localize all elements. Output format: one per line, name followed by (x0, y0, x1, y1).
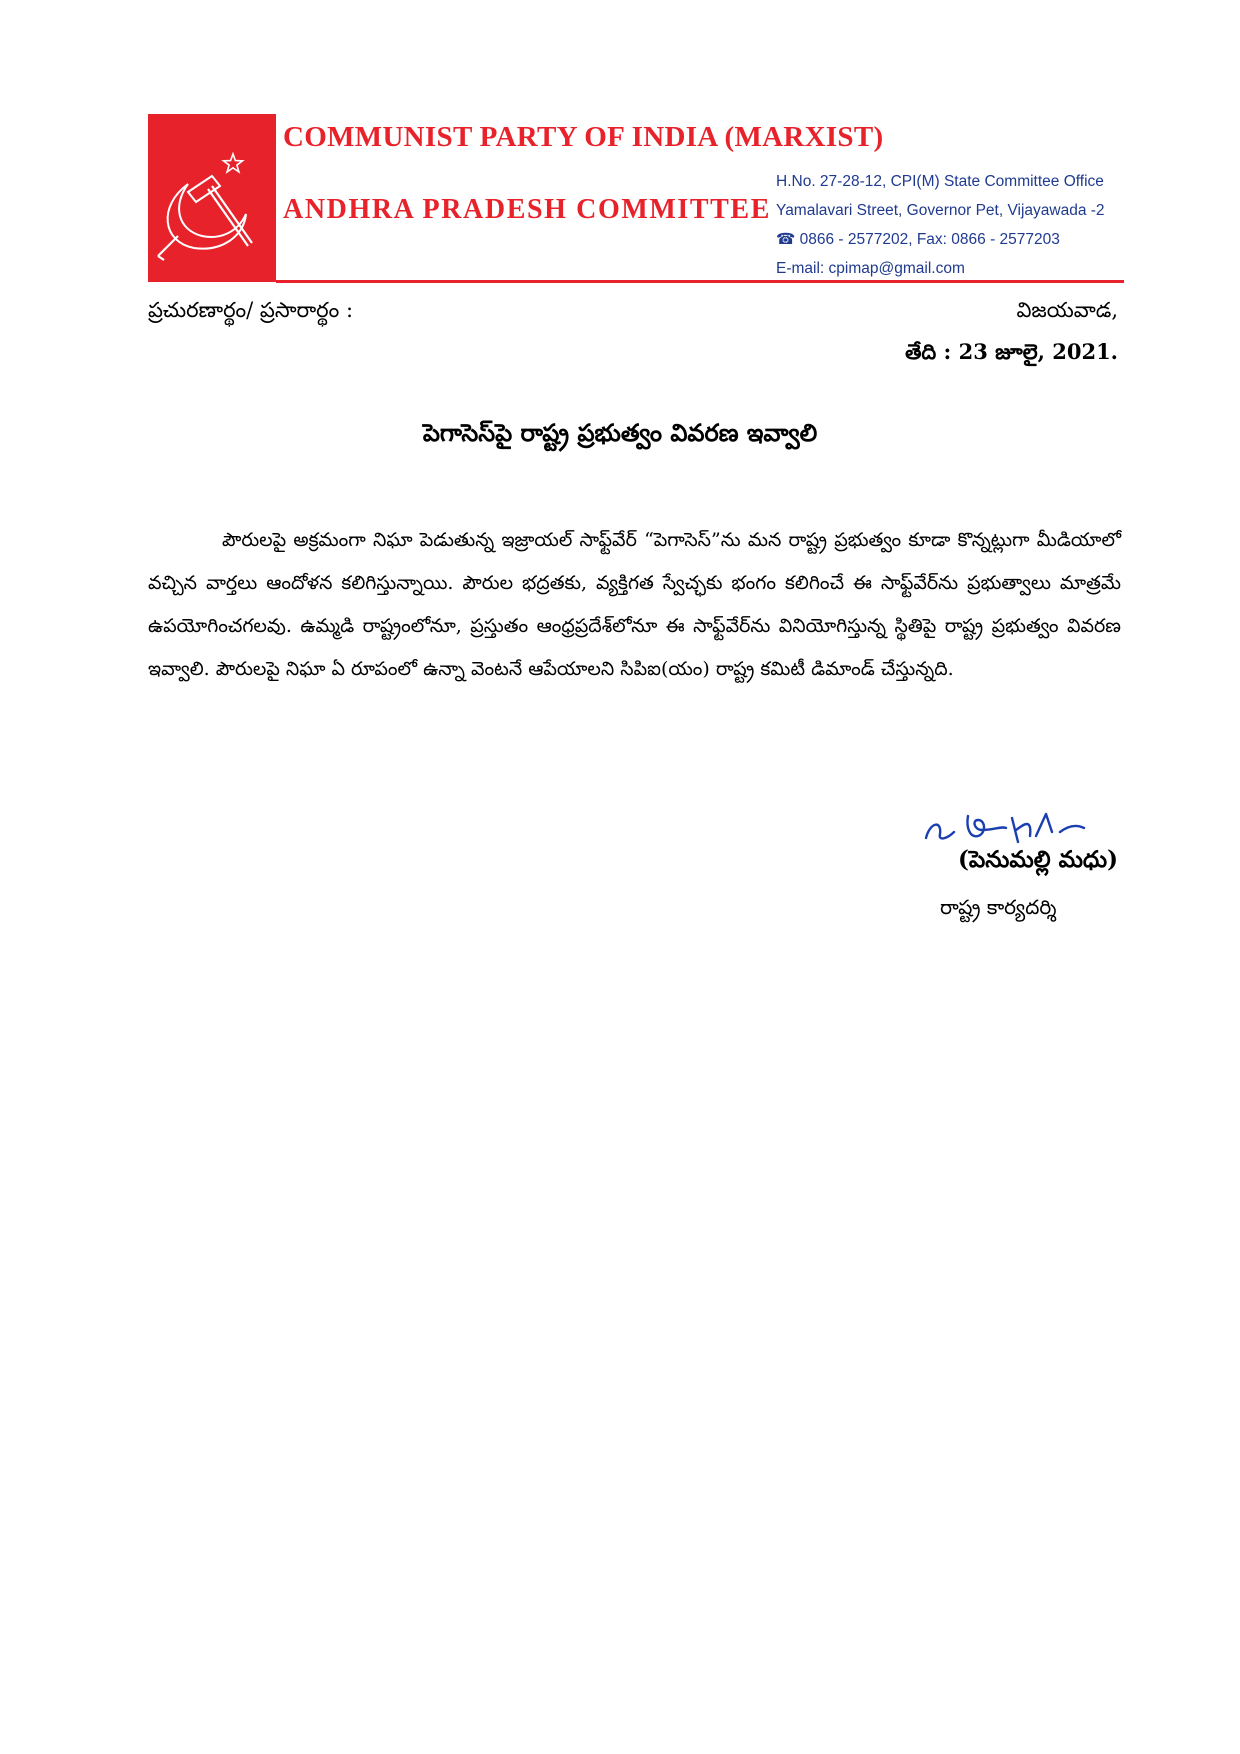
header-divider (276, 280, 1124, 283)
address-line-1: H.No. 27-28-12, CPI(M) State Committee Office (776, 173, 1104, 190)
place-line: విజయవాడ, (1016, 298, 1118, 322)
body-paragraph: పౌరులపై అక్రమంగా నిఘా పెడుతున్న ఇజ్రాయల్ సాఫ్ట్‌వేర్ “పెగాసెస్”ను మన రాష్ట్ర ప్రభుత్వం కూడా కొన్నట్లుగా మీడియాలో వచ్చిన వార్తలు ఆందోళన కలిగిస్తున్నాయి. పౌరుల భద్రతకు, వ్యక్తిగత స్వేచ్ఛకు భంగం కలిగించే ఈ సాఫ్ట్‌వేర్‌ను ప్రభుత్వాలు మాత్రమే ఉపయోగించగలవు. ఉమ్మడి రాష్ట్రంలోనూ, ప్రస్తుతం ఆంధ్రప్రదేశ్‌లోనూ ఈ సాఫ్ట్‌వేర్‌ను వినియోగిస్తున్న స్థితిపై రాష్ట్ర ప్రభుత్వం వివరణ ఇవ్వాలి. పౌరులపై నిఘా ఏ రూపంలో ఉన్నా వెంటనే ఆపేయాలని సిపిఐ(యం) రాష్ట్ర కమిటీ డిమాండ్ చేస్తున్నది. (148, 529, 1121, 680)
date-line: తేది : 23 జూలై, 2021. (905, 339, 1118, 364)
hammer-sickle-star-icon (148, 114, 276, 282)
press-release-title: పెగాసెస్‌పై రాష్ట్ర ప్రభుత్వం వివరణ ఇవ్వాలి (422, 418, 818, 447)
phone-fax-line: ☎ 0866 - 2577202, Fax: 0866 - 2577203 (776, 231, 1060, 248)
publication-label: ప్రచురణార్థం/ ప్రసారార్థం : (148, 298, 354, 322)
address-line-2: Yamalavari Street, Governor Pet, Vijayawada -2 (776, 202, 1105, 219)
email-line: E-mail: cpimap@gmail.com (776, 260, 965, 277)
party-logo (148, 114, 276, 282)
contact-block (776, 167, 1105, 283)
organization-name: COMMUNIST PARTY OF INDIA (MARXIST) (283, 121, 884, 153)
committee-name: ANDHRA PRADESH COMMITTEE (283, 194, 771, 225)
signer-name: (పెనుమల్లి మధు) (958, 846, 1118, 873)
handwritten-signature (920, 808, 1090, 850)
signer-designation: రాష్ట్ర కార్యదర్శి (940, 895, 1057, 919)
